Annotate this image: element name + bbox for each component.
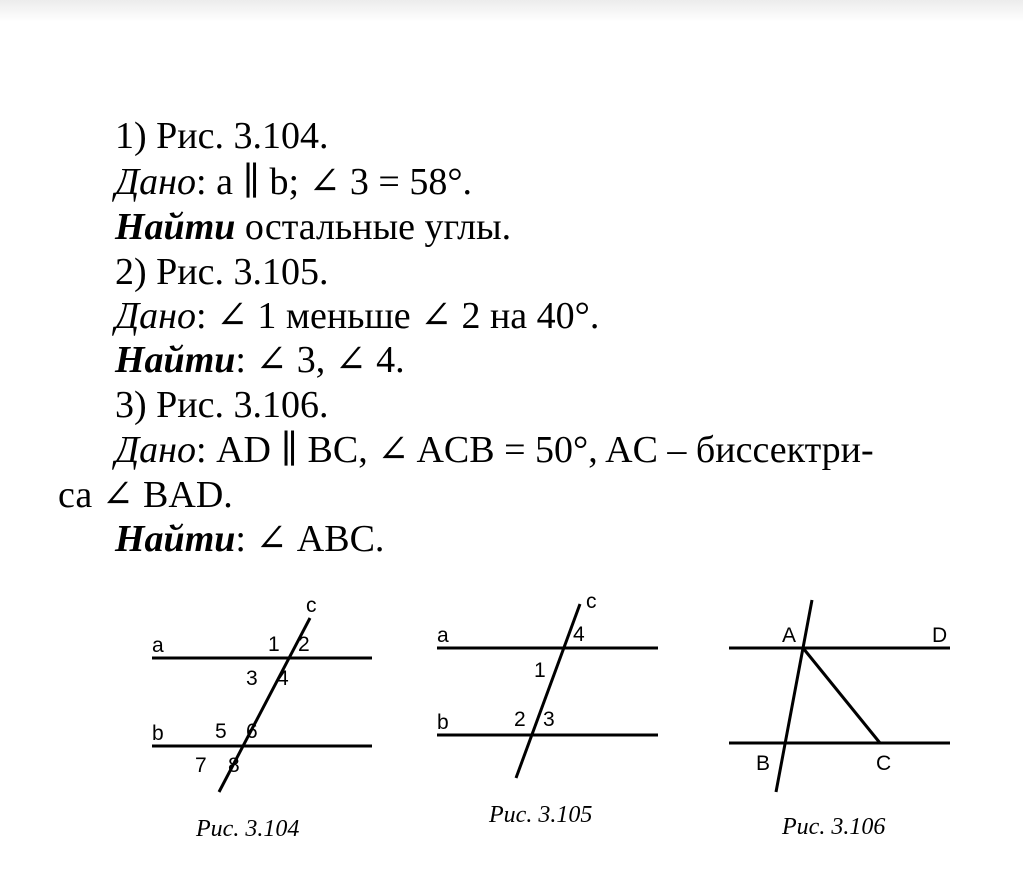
label-b: b	[152, 722, 164, 745]
angle-label-4: 4	[573, 623, 585, 646]
label-b: b	[437, 711, 449, 734]
caption-3-104: Рис. 3.104	[196, 816, 300, 842]
angle-label-3: 3	[543, 708, 555, 731]
angle-label-3: 3	[246, 667, 258, 690]
segment-ac	[803, 648, 880, 743]
given-label: Дано	[115, 429, 197, 471]
find-text: остальные углы.	[235, 206, 512, 248]
label-A: A	[782, 624, 797, 647]
find-label: Найти	[115, 339, 236, 381]
angle-label-8: 8	[228, 754, 240, 777]
angle-label-5: 5	[215, 720, 227, 743]
find-label: Найти	[115, 206, 236, 248]
label-a: a	[152, 634, 164, 657]
label-D: D	[932, 624, 948, 647]
angle-label-2: 2	[298, 633, 310, 656]
line-c	[516, 604, 580, 778]
figure-3-104	[152, 594, 372, 842]
find-label: Найти	[115, 518, 236, 560]
given-text: : AD ∥ BC, ∠ ACB = 50°, AC – биссектри-	[196, 429, 874, 471]
caption-3-105: Рис. 3.105	[489, 802, 593, 828]
angle-label-1: 1	[534, 659, 546, 682]
problem-1-ref: 1) Рис. 3.104.	[115, 115, 329, 157]
label-B: B	[756, 752, 771, 775]
angle-label-1: 1	[268, 633, 280, 656]
angle-label-7: 7	[195, 754, 207, 777]
problem-3-given-cont: са ∠ BAD.	[58, 474, 233, 516]
figure-3-106	[729, 600, 950, 840]
angle-label-6: 6	[246, 720, 258, 743]
given-text: : a ∥ b; ∠ 3 = 58°.	[196, 161, 473, 203]
label-C: C	[876, 752, 892, 775]
figure-3-105	[437, 590, 658, 828]
angle-label-4: 4	[277, 667, 289, 690]
label-a: a	[437, 624, 449, 647]
label-c: c	[306, 594, 317, 617]
find-text: : ∠ ABC.	[235, 518, 385, 560]
label-c: c	[586, 590, 597, 613]
caption-3-106: Рис. 3.106	[782, 814, 886, 840]
problem-2-ref: 2) Рис. 3.105.	[115, 251, 329, 293]
problem-3-ref: 3) Рис. 3.106.	[115, 384, 329, 426]
find-text: : ∠ 3, ∠ 4.	[235, 339, 405, 381]
given-label: Дано	[115, 295, 197, 337]
given-label: Дано	[115, 161, 197, 203]
given-text: : ∠ 1 меньше ∠ 2 на 40°.	[196, 295, 600, 337]
angle-label-2: 2	[514, 708, 526, 731]
